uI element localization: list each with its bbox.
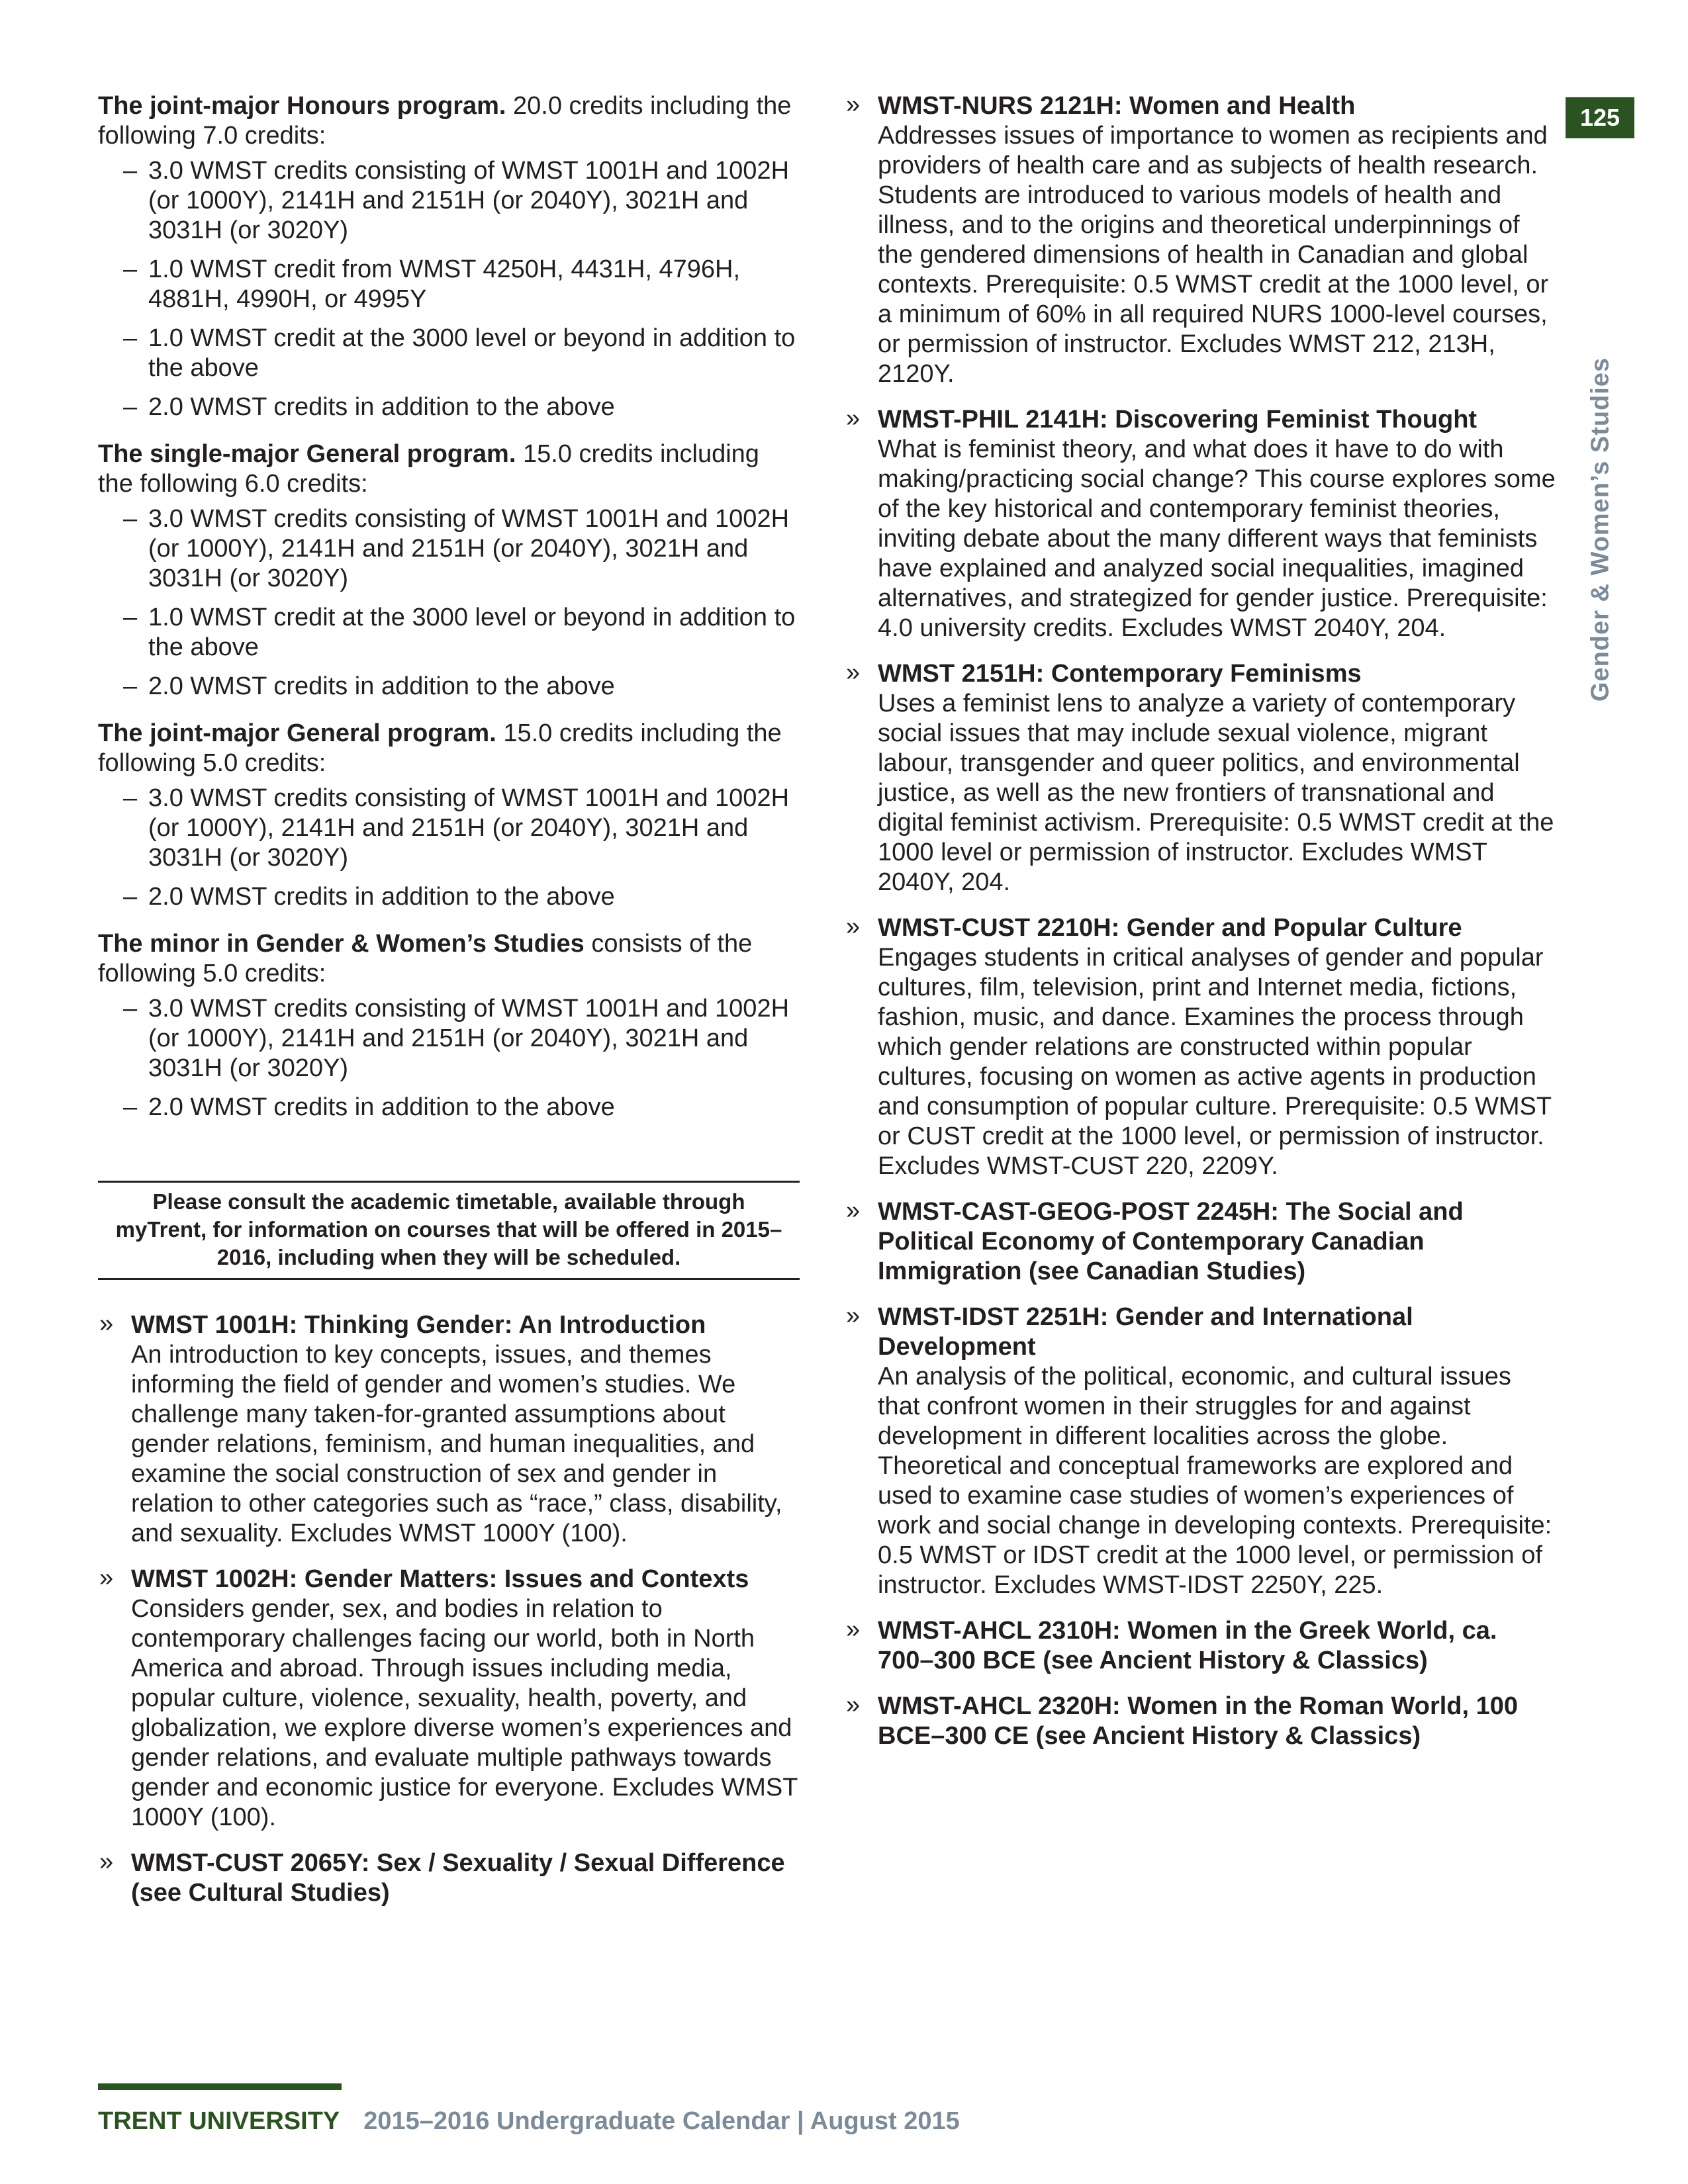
course-title: WMST-CUST 2210H: Gender and Popular Culture (878, 914, 1462, 942)
course-description: What is feminist theory, and what does it have to do with making/practicing social change? This course explores some of the key historical and contemporary feminist theories, inviting debate about the many different ways that feminists have explained and analyzed social inequalities, imagined alternatives, and strategized for gender justice. Prerequisite: 4.0 university credits. Excludes WMST 2040Y, 204. (878, 435, 1556, 642)
course-title: WMST-CUST 2065Y: Sex / Sexuality / Sexual Difference (see Cultural Studies) (131, 1849, 785, 1907)
chevron-right-icon: » (846, 1691, 861, 1719)
chevron-right-icon: » (846, 659, 861, 686)
chevron-right-icon: » (99, 1564, 114, 1592)
footer-university: TRENT UNIVERSITY (98, 2107, 340, 2135)
program-title: The joint-major General program. (98, 719, 496, 747)
course-title: WMST 1001H: Thinking Gender: An Introduction (131, 1311, 706, 1339)
requirement-item: – 3.0 WMST credits consisting of WMST 1001H and 1002H (or 1000Y), 2141H and 2151H (or 2040Y), 3021H and 3031H (or 3020Y) (98, 784, 800, 873)
course-title: WMST-CAST-GEOG-POST 2245H: The Social and Political Economy of Contemporary Canadian Immigration (see Canadian Studies) (878, 1198, 1464, 1285)
program-credits: consists of the following 5.0 credits: (98, 930, 753, 987)
program-credits: 15.0 credits including the following 6.0 credits: (98, 440, 759, 498)
requirement-item: – 2.0 WMST credits in addition to the above (98, 672, 800, 702)
requirement-item: – 3.0 WMST credits consisting of WMST 1001H and 1002H (or 1000Y), 2141H and 2151H (or 2040Y), 3021H and 3031H (or 3020Y) (98, 994, 800, 1083)
requirement-item: – 2.0 WMST credits in addition to the above (98, 392, 800, 422)
requirement-item: – 1.0 WMST credit at the 3000 level or beyond in addition to the above (98, 324, 800, 383)
course-description: An analysis of the political, economic, and cultural issues that confront women in their struggles for and against development in different localities across the globe. Theoretical and conceptual frameworks are explored and used to examine case studies of women’s experiences of work and social change in developing contexts. Prerequisite: 0.5 WMST or IDST credit at the 1000 level, or permission of instructor. Excludes WMST-IDST 2250Y, 225. (878, 1363, 1552, 1599)
chevron-right-icon: » (99, 1310, 114, 1338)
course-title: WMST-AHCL 2310H: Women in the Greek World, ca. 700–300 BCE (see Ancient History & Classics) (878, 1617, 1497, 1674)
program-heading-line (98, 439, 800, 499)
program-minor (98, 929, 800, 1122)
requirement-item: – 1.0 WMST credit from WMST 4250H, 4431H, 4796H, 4881H, 4990H, or 4995Y (98, 255, 800, 314)
course-entry (845, 913, 1560, 1181)
course-entry (98, 1565, 800, 1833)
footer-accent-bar (98, 2083, 342, 2090)
course-title: WMST-IDST 2251H: Gender and International Development (878, 1303, 1413, 1361)
program-title: The minor in Gender & Women’s Studies (98, 930, 585, 958)
requirement-item: – 2.0 WMST credits in addition to the above (98, 1093, 800, 1122)
course-entry (845, 1616, 1560, 1676)
footer (98, 2107, 960, 2136)
footer-calendar: 2015–2016 Undergraduate Calendar | August 2015 (363, 2107, 960, 2135)
right-column (845, 91, 1560, 1767)
course-entry (845, 1692, 1560, 1751)
course-description: Considers gender, sex, and bodies in relation to contemporary challenges facing our world, both in North America and abroad. Through issues including media, popular culture, violence, sexuality, health, poverty, and globalization, we explore diverse women’s experiences and gender relations, and evaluate multiple pathways towards gender and economic justice for everyone. Excludes WMST 1000Y (100). (131, 1595, 798, 1831)
course-entry (98, 1848, 800, 1908)
program-joint-major-general (98, 719, 800, 912)
requirement-list (98, 156, 800, 422)
chevron-right-icon: » (99, 1848, 114, 1876)
chevron-right-icon: » (846, 1197, 861, 1224)
requirement-list (98, 994, 800, 1122)
course-title: WMST-NURS 2121H: Women and Health (878, 92, 1356, 120)
program-joint-major-honours (98, 91, 800, 422)
program-title: The single-major General program. (98, 440, 516, 468)
chevron-right-icon: » (846, 1302, 861, 1330)
course-title: WMST 2151H: Contemporary Feminisms (878, 660, 1362, 688)
chevron-right-icon: » (846, 91, 861, 118)
requirement-item: – 2.0 WMST credits in addition to the above (98, 882, 800, 912)
requirement-item: – 3.0 WMST credits consisting of WMST 1001H and 1002H (or 1000Y), 2141H and 2151H (or 2040Y), 3021H and 3031H (or 3020Y) (98, 504, 800, 594)
requirement-item: – 1.0 WMST credit at the 3000 level or beyond in addition to the above (98, 603, 800, 662)
course-title: WMST-PHIL 2141H: Discovering Feminist Thought (878, 406, 1477, 433)
course-description: Uses a feminist lens to analyze a variety of contemporary social issues that may include sexual violence, migrant labour, transgender and queer politics, and environmental justice, as well as the new frontiers of transnational and digital feminist activism. Prerequisite: 0.5 WMST credit at the 1000 level or permission of instructor. Excludes WMST 2040Y, 204. (878, 690, 1554, 896)
course-entry (845, 405, 1560, 643)
program-heading-line (98, 929, 800, 989)
section-side-label: Gender & Women’s Studies (1586, 357, 1615, 702)
course-entry (845, 91, 1560, 389)
left-column (98, 91, 800, 1924)
page-number: 125 (1566, 97, 1634, 138)
program-single-major-general (98, 439, 800, 702)
course-description: Engages students in critical analyses of gender and popular cultures, film, television, print and Internet media, fictions, fashion, music, and dance. Examines the process through which gender relations are constructed within popular cultures, focusing on women as active agents in production and consumption of popular culture. Prerequisite: 0.5 WMST or CUST credit at the 1000 level, or permission of instructor. Excludes WMST-CUST 220, 2209Y. (878, 944, 1552, 1180)
course-entry (845, 1197, 1560, 1287)
program-title: The joint-major Honours program. (98, 92, 506, 120)
course-description: Addresses issues of importance to women as recipients and providers of health care and as subjects of health research. Students are introduced to various models of health and illness, and to the origins and theoretical underpinnings of the gendered dimensions of health in Canadian and global contexts. Prerequisite: 0.5 WMST credit at the 1000 level, or a minimum of 60% in all required NURS 1000-level courses, or permission of instructor. Excludes WMST 212, 213H, 2120Y. (878, 122, 1549, 388)
program-heading-line (98, 719, 800, 778)
chevron-right-icon: » (846, 404, 861, 432)
course-description: An introduction to key concepts, issues, and themes informing the field of gender and women’s studies. We challenge many taken-for-granted assumptions about gender relations, feminism, and human inequalities, and examine the social construction of sex and gender in relation to other categories such as “race,” class, disability, and sexuality. Excludes WMST 1000Y (100). (131, 1341, 782, 1547)
course-title: WMST-AHCL 2320H: Women in the Roman World, 100 BCE–300 CE (see Ancient History & Classics) (878, 1692, 1519, 1750)
course-title: WMST 1002H: Gender Matters: Issues and Contexts (131, 1565, 749, 1593)
program-heading-line (98, 91, 800, 151)
timetable-notice: Please consult the academic timetable, available through myTrent, for information on courses that will be offered in 2015–2016, including when they will be scheduled. (98, 1181, 800, 1280)
requirement-item: – 3.0 WMST credits consisting of WMST 1001H and 1002H (or 1000Y), 2141H and 2151H (or 2040Y), 3021H and 3031H (or 3020Y) (98, 156, 800, 246)
requirement-list (98, 784, 800, 912)
course-entry (98, 1310, 800, 1549)
course-entry (845, 1302, 1560, 1600)
chevron-right-icon: » (846, 913, 861, 940)
course-entry (845, 659, 1560, 897)
chevron-right-icon: » (846, 1615, 861, 1643)
requirement-list (98, 504, 800, 702)
program-credits: 20.0 credits including the following 7.0 credits: (98, 92, 792, 150)
program-credits: 15.0 credits including the following 5.0 credits: (98, 719, 782, 777)
